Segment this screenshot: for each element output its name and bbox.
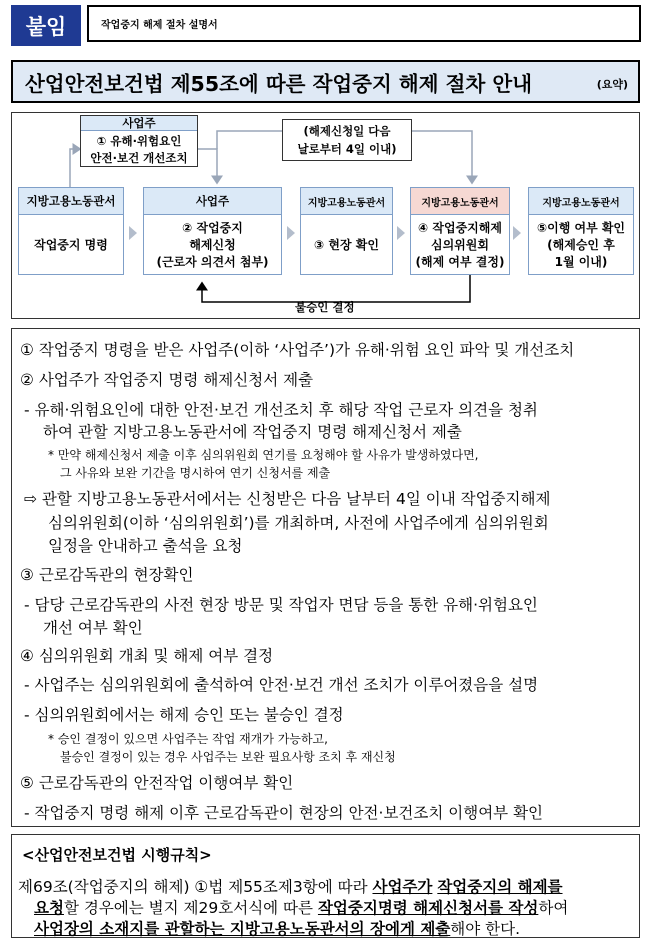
employer-improvement-head: 사업주 [81, 116, 197, 131]
explanation-line: ③ 근로감독관의 현장확인 [20, 566, 194, 584]
flow-arrow-4 [513, 226, 521, 240]
flow-step-body [19, 215, 123, 275]
regulation-line-2 [34, 896, 568, 918]
document-header [11, 5, 641, 46]
regulation-emphasis: 작업중지의 해제를 [437, 878, 563, 896]
explanation-note: 그 사유와 보완 기간을 명시하여 연기 신청서를 제출 [60, 466, 331, 480]
regulation-line-3 [34, 917, 520, 939]
explanation-note: * 만약 해제신청서 제출 이후 심의위원회 연기를 요청해야 할 사유가 발생하였다면, [48, 448, 479, 462]
explanation-line: - 유해·위험요인에 대한 안전·보건 개선조치 후 해당 작업 근로자 의견을 청취 [24, 401, 538, 419]
banner-note: (요약) [596, 78, 628, 91]
explanation-line: ④ 심의위원회 개최 및 해제 여부 결정 [20, 647, 274, 665]
regulation-text: 해야 한다. [450, 920, 521, 938]
flow-step-head: 지방고용노동관서 [19, 188, 123, 215]
connector-four-day-span [217, 131, 282, 149]
explanation-line: ① 작업중지 명령을 받은 사업주(이하 ‘사업주’)가 유해·위험 요인 파악 및 개선조치 [20, 341, 575, 359]
employer-improvement-line1: ① 유해·위험요인 [96, 134, 182, 148]
flow-arrow-3 [397, 226, 405, 240]
explanation-line: 심의위원회(이하 ‘심의위원회’)를 개최하며, 사전에 사업주에게 심의위원회 [48, 514, 549, 532]
flow-step-release-application [143, 187, 282, 275]
section-banner [11, 60, 640, 103]
flow-step-compliance-check [528, 187, 634, 275]
explanation-line: 개선 여부 확인 [43, 619, 143, 637]
banner-title: 산업안전보건법 제55조에 따른 작업중지 해제 절차 안내 [25, 71, 533, 96]
employer-improvement-box [80, 115, 198, 167]
document-title: 작업중지 해제 절차 설명서 [87, 5, 641, 42]
flow-step-line: (근로자 의견서 첨부) [156, 254, 269, 269]
explanation-note: * 승인 결정이 있으면 사업주는 작업 재개가 가능하고, [48, 732, 328, 746]
explanation-line: 일정을 안내하고 출석을 요청 [48, 537, 243, 555]
flow-step-committee [410, 187, 510, 275]
flow-step-line: 해제신청 [189, 237, 236, 252]
regulation-excerpt [11, 834, 640, 938]
regulation-text: 할 경우에는 별지 제29호서식에 따른 [63, 899, 318, 917]
four-day-note-box [282, 119, 412, 161]
four-day-note-line1: (해제신청일 다음 [303, 124, 391, 138]
regulation-text: 제69조(작업중지의 해제) ①법 제55조제3항에 따라 [18, 878, 373, 896]
explanation-line: - 심의위원회에서는 해제 승인 또는 불승인 결정 [24, 706, 344, 724]
explanation-line: - 사업주는 심의위원회에 출석하여 안전·보건 개선 조치가 이루어졌음을 설명 [24, 676, 539, 694]
explanation-line: - 작업중지 명령 해제 이후 근로감독관이 현장의 안전·보건조치 이행여부 확인 [24, 804, 544, 822]
regulation-line-1 [18, 875, 563, 897]
flow-step-line: ⑤이행 여부 확인 [536, 220, 626, 235]
connector-four-day-span-right [412, 131, 472, 183]
flow-step-body [144, 215, 281, 275]
flow-step-line: ② 작업중지 [182, 220, 243, 235]
flow-step-head: 사업주 [144, 188, 281, 215]
flow-step-site-check [300, 187, 393, 275]
flow-step-body [301, 215, 392, 275]
reject-decision-label: 불승인 결정 [295, 300, 355, 314]
flow-step-line: (해제 여부 결정) [415, 254, 505, 269]
flow-step-line: ④ 작업중지해제 [418, 220, 502, 235]
explanation-line: 하여 관할 지방고용노동관서에 작업중지 명령 해제신청서 제출 [43, 423, 462, 441]
four-day-note-line2: 날로부터 4일 이내) [297, 142, 397, 156]
regulation-emphasis: 요청 [34, 899, 64, 917]
flow-step-line: 심의위원회 [431, 237, 489, 252]
employer-improvement-line2: 안전·보건 개선조치 [90, 151, 188, 165]
flow-arrow-2 [287, 226, 295, 240]
regulation-emphasis: 작업중지명령 해제신청서를 작성 [317, 899, 539, 917]
regulation-title: <산업안전보건법 시행규칙> [22, 846, 212, 864]
connector-top-box-to-employer [198, 149, 217, 183]
attachment-badge: 붙임 [11, 5, 81, 46]
connector-to-top-box [70, 149, 80, 187]
flow-step-line: 1월 이내) [554, 254, 608, 269]
flow-step-head: 지방고용노동관서 [411, 188, 509, 215]
procedure-flowchart [11, 112, 640, 319]
flow-step-line: (해제승인 후 [547, 237, 615, 252]
flow-step-head: 지방고용노동관서 [301, 188, 392, 215]
flow-step-body [529, 215, 633, 275]
flow-arrow-1 [129, 226, 137, 240]
regulation-emphasis: 사업장의 소재지를 관할하는 지방고용노동관서의 장에게 제출 [34, 920, 451, 938]
regulation-text: 하여 [538, 899, 569, 917]
flow-step-head: 지방고용노동관서 [529, 188, 633, 215]
explanation-note: 불승인 결정이 있는 경우 사업주는 보완 필요사항 조치 후 재신청 [60, 750, 396, 764]
flow-step-line: 작업중지 명령 [34, 237, 108, 252]
regulation-emphasis: 사업주가 [372, 878, 433, 896]
explanation-line: ⇨ 관할 지방고용노동관서에서는 신청받은 다음 날부터 4일 이내 작업중지해제 [24, 490, 551, 508]
explanation-line: - 담당 근로감독관의 사전 현장 방문 및 작업자 면담 등을 통한 유해·위험요인 [24, 596, 538, 614]
flow-step-stop-order [18, 187, 124, 275]
explanation-line: ⑤ 근로감독관의 안전작업 이행여부 확인 [20, 774, 294, 792]
flow-step-line: ③ 현장 확인 [314, 237, 379, 252]
explanation-line: ② 사업주가 작업중지 명령 해제신청서 제출 [20, 371, 314, 389]
flow-step-body [411, 215, 509, 275]
procedure-explanation [11, 328, 640, 827]
connector-reject-loop [202, 273, 470, 302]
